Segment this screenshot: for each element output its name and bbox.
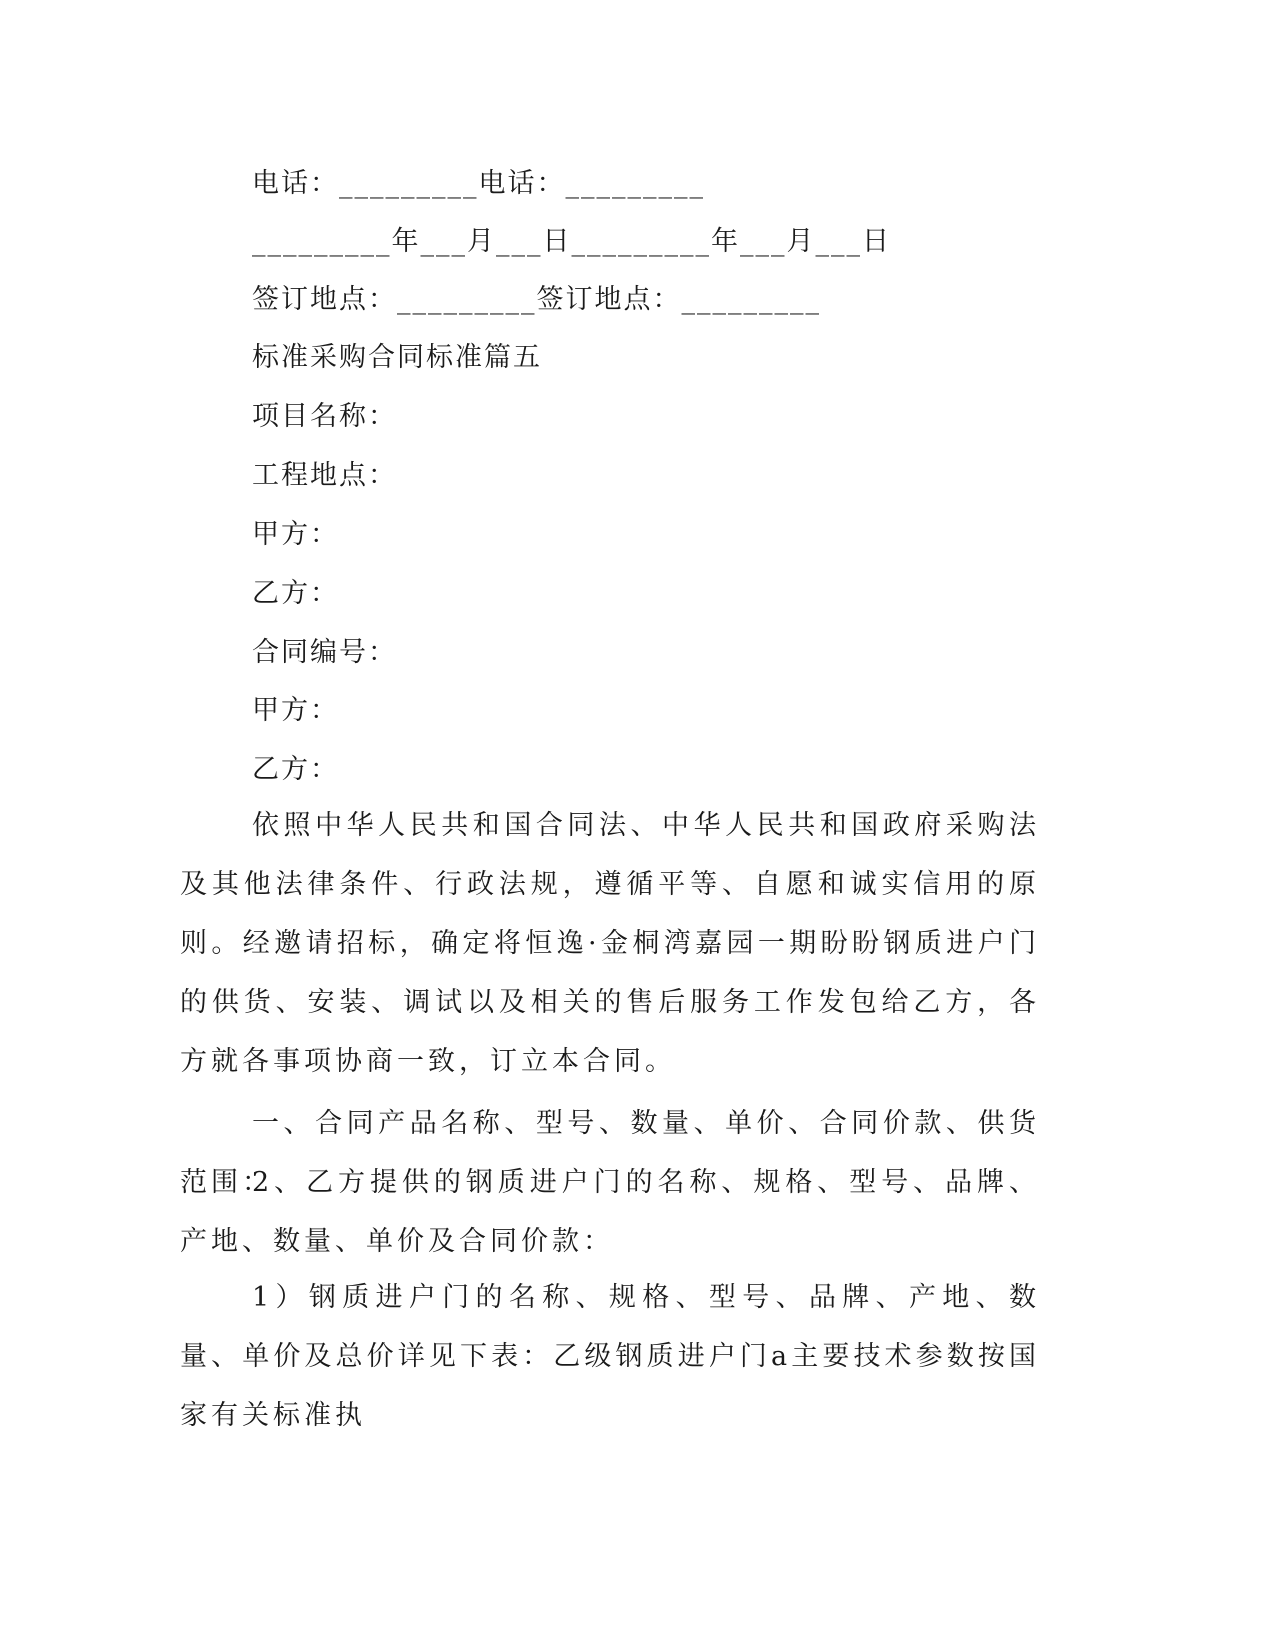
party-a-field-2: 甲方：: [252, 695, 339, 726]
clause-1-heading: 一、合同产品名称、型号、数量、单价、合同价款、供货范围：: [180, 1108, 1040, 1198]
intro-paragraph: 依照中华人民共和国合同法、中华人民共和国政府采购法及其他法律条件、行政法规，遵循平等、自愿和诚实信用的原则。经邀请招标，确定将恒逸·金桐湾嘉园一期盼盼钢质进户门的供货、安装、调试以及相关的售后服务工作发包给乙方，各方就各事项协商一致，订立本合同。: [180, 810, 1040, 1077]
party-b-field: 乙方：: [252, 578, 339, 609]
project-name-field: 项目名称：: [252, 401, 397, 432]
contract-number-field: 合同编号：: [252, 637, 397, 668]
signing-place-line: 签订地点：_________签订地点：_________: [252, 284, 821, 315]
project-location-field: 工程地点：: [252, 460, 397, 491]
clause-2-1-paragraph: 1）钢质进户门的名称、规格、型号、品牌、产地、数量、单价及总价详见下表：乙级钢质进户门a主要技术参数按国家有关标准执: [180, 1282, 1040, 1431]
party-a-field: 甲方：: [252, 519, 339, 550]
party-b-field-2: 乙方：: [252, 754, 339, 785]
clause-2-paragraph: 2、乙方提供的钢质进户门的名称、规格、型号、品牌、产地、数量、单价及合同价款：: [180, 1167, 1040, 1257]
date-line: _________年___月___日_________年___月___日: [252, 226, 891, 257]
phone-line: 电话：_________电话：_________: [252, 168, 705, 199]
section-title: 标准采购合同标准篇五: [252, 342, 542, 373]
